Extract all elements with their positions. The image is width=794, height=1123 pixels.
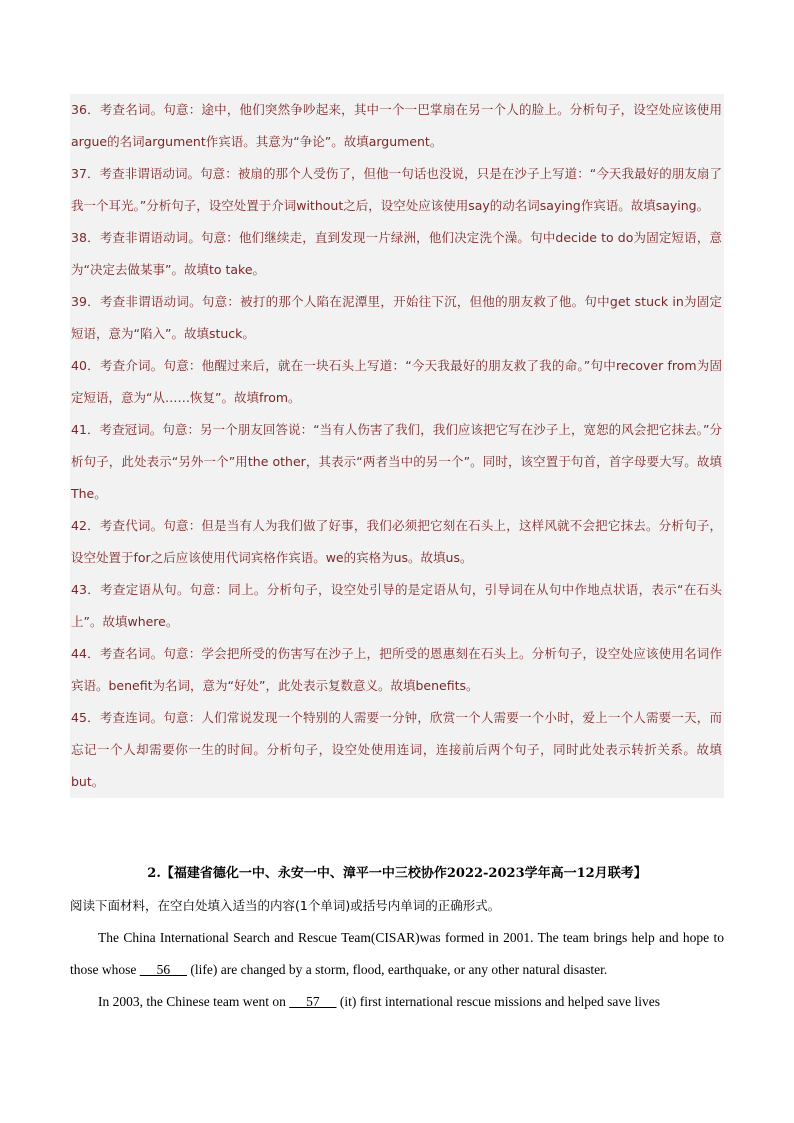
answer-41: 41．考查冠词。句意：另一个朋友回答说：“当有人伤害了我们，我们应该把它写在沙子上，宽恕的风会把它抹去。”分析句子，此处表示“另外一个”用the other，其表示“两者当中的另一个”。同时，该空置于句首，首字母要大写。故填The。 [71, 422, 722, 501]
question-section-2 [70, 858, 724, 1018]
answer-40: 40．考查介词。句意：他醒过来后，就在一块石头上写道：“今天我最好的朋友救了我的命。”句中recover from为固定短语，意为“从……恢复”。故填from。 [71, 358, 722, 405]
answer-38: 38．考查非谓语动词。句意：他们继续走，直到发现一片绿洲，他们决定洗个澡。句中decide to do为固定短语，意为“决定去做某事”。故填to take。 [71, 230, 722, 277]
question-title: 2.【福建省德化一中、永安一中、漳平一中三校协作2022-2023学年高一12月联考】 [147, 866, 647, 881]
answer-37: 37．考查非谓语动词。句意：被扇的那个人受伤了，但他一句话也没说，只是在沙子上写道：“今天我最好的朋友扇了我一个耳光。”分析句子，设空处置于介词without之后，设空处应该使用say的动名词saying作宾语。故填saying。 [71, 166, 722, 213]
passage-text: (life) are changed by a storm, flood, earthquake, or any other natural disaster. [187, 962, 608, 977]
passage-text: In 2003, the Chinese team went on [98, 994, 290, 1009]
answer-45: 45．考查连词。句意：人们常说发现一个特别的人需要一分钟，欣赏一个人需要一个小时，爱上一个人需要一天，而忘记一个人却需要你一生的时间。分析句子，设空处使用连词，连接前后两个句子，同时此处表示转折关系。故填but。 [71, 710, 722, 789]
passage-text: The China International Search and Rescue Team(CISAR)was formed in 2001. The team brings help and hope to those whose [70, 930, 724, 977]
answer-36: 36．考查名词。句意：途中，他们突然争吵起来，其中一个一巴掌扇在另一个人的脸上。分析句子，设空处应该使用argue的名词argument作宾语。其意为“争论”。故填argument。 [71, 102, 722, 149]
blank-56: 56 [139, 962, 187, 977]
answer-44: 44．考查名词。句意：学会把所受的伤害写在沙子上，把所受的恩惠刻在石头上。分析句子，设空处应该使用名词作宾语。benefit为名词，意为“好处”，此处表示复数意义。故填benefits。 [71, 646, 722, 693]
passage-text: (it) first international rescue missions and helped save lives [336, 994, 661, 1009]
question-instruction: 阅读下面材料，在空白处填入适当的内容(1个单词)或括号内单词的正确形式。 [70, 898, 501, 913]
passage-paragraph-2 [70, 986, 724, 1018]
answer-explanations [70, 94, 724, 798]
answer-43: 43．考查定语从句。句意：同上。分析句子，设空处引导的是定语从句，引导词在从句中作地点状语，表示“在石头上”。故填where。 [71, 582, 722, 629]
blank-57: 57 [289, 994, 337, 1009]
passage-paragraph-1 [70, 922, 724, 986]
answer-42: 42．考查代词。句意：但是当有人为我们做了好事，我们必须把它刻在石头上，这样风就不会把它抹去。分析句子，设空处置于for之后应该使用代词宾格作宾语。we的宾格为us。故填us。 [71, 518, 722, 565]
answer-39: 39．考查非谓语动词。句意：被打的那个人陷在泥潭里，开始往下沉，但他的朋友救了他。句中get stuck in为固定短语，意为“陷入”。故填stuck。 [71, 294, 722, 341]
